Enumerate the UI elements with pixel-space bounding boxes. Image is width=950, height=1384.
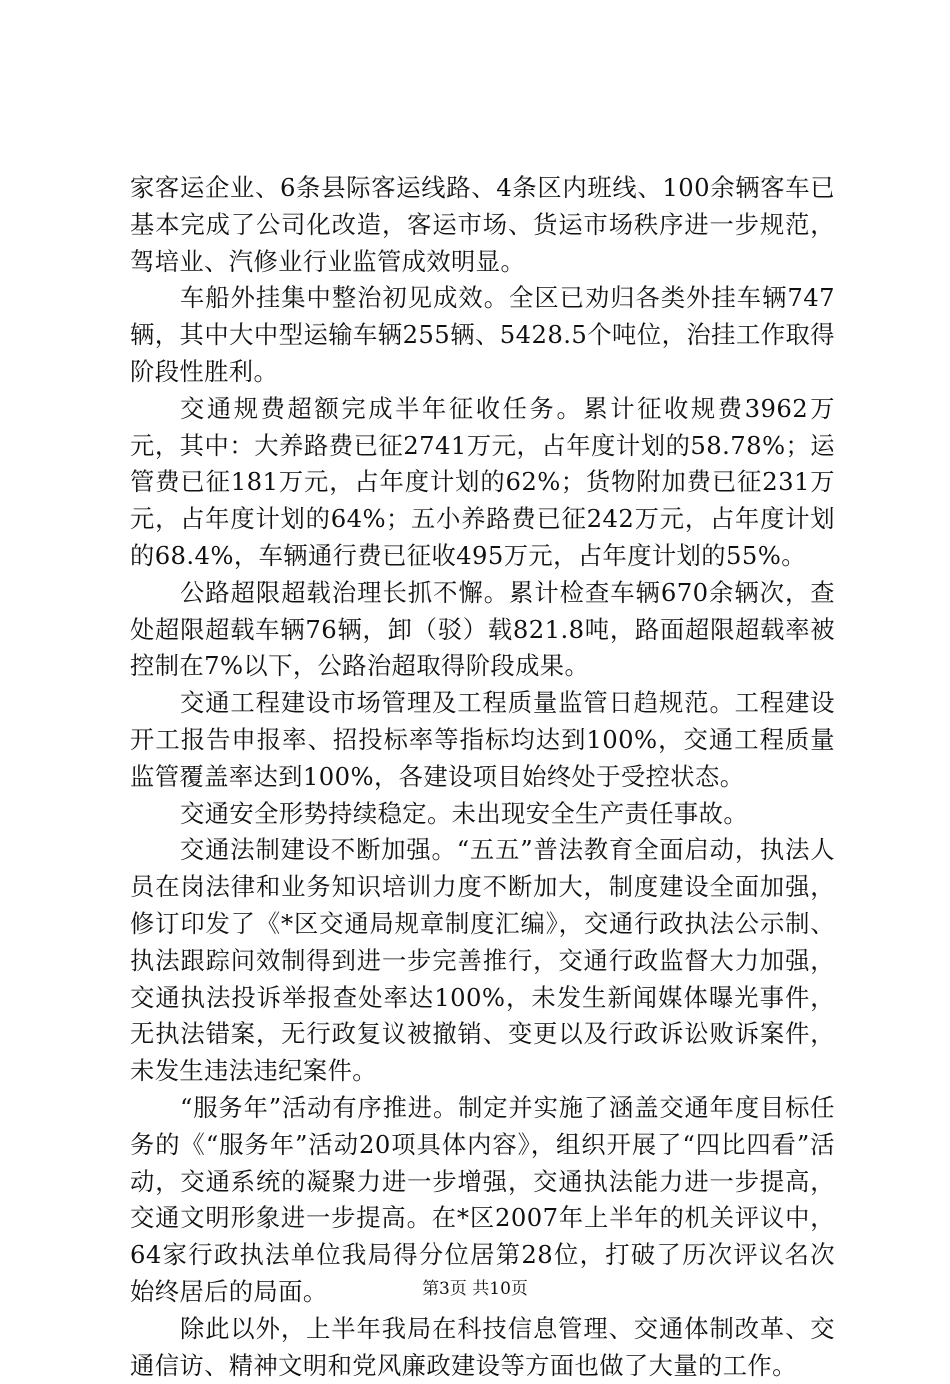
- paragraph-overload-control: 公路超限超载治理长抓不懈。累计检查车辆670余辆次，查处超限超载车辆76辆，卸（驳）载821.8吨，路面超限超载率被控制在7%以下，公路治超取得阶段成果。: [130, 577, 835, 681]
- paragraph-fee-collection: 交通规费超额完成半年征收任务。累计征收规费3962万元，其中：大养路费已征2741万元，占年度计划的58.78%；运管费已征181万元，占年度计划的62%；货物附加费已征231万元，占年度计划的64%；五小养路费已征242万元，占年度计划的68.4%，车辆通行费已征收495万元，占年度计划的55%。: [130, 393, 835, 570]
- paragraph-service-year: “服务年”活动有序推进。制定并实施了涵盖交通年度目标任务的《“服务年”活动20项具体内容》，组织开展了“四比四看”活动，交通系统的凝聚力进一步增强，交通执法能力进一步提高，交通文明形象进一步提高。在*区2007年上半年的机关评议中，64家行政执法单位我局得分位居第28位，打破了历次评议名次始终居后的局面。: [130, 1092, 835, 1306]
- paragraph-legal-system: 交通法制建设不断加强。“五五”普法教育全面启动，执法人员在岗法律和业务知识培训力度不断加大，制度建设全面加强，修订印发了《*区交通局规章制度汇编》，交通行政执法公示制、执法跟踪问效制得到进一步完善推行，交通行政监督大力加强，交通执法投诉举报查处率达100%，未发生新闻媒体曝光事件，无执法错案，无行政复议被撤销、变更以及行政诉讼败诉案件，未发生违法违纪案件。: [130, 835, 835, 1086]
- paragraph-traffic-safety: 交通安全形势持续稳定。未出现安全生产责任事故。: [180, 798, 749, 828]
- paragraph-continuation: 家客运企业、6条县际客运线路、4条区内班线、100余辆客车已基本完成了公司化改造，客运市场、货运市场秩序进一步规范，驾培业、汽修业行业监管成效明显。: [130, 173, 835, 276]
- paragraph-vehicle-rectification: 车船外挂集中整治初见成效。全区已劝归各类外挂车辆747辆，其中大中型运输车辆255辆、5428.5个吨位，治挂工作取得阶段性胜利。: [130, 283, 835, 386]
- paragraph-other-work: 除此以外，上半年我局在科技信息管理、交通体制改革、交通信访、精神文明和党风廉政建设等方面也做了大量的工作。: [130, 1313, 835, 1380]
- page-number-footer: 第3页 共10页: [422, 1279, 528, 1299]
- paragraph-construction-management: 交通工程建设市场管理及工程质量监管日趋规范。工程建设开工报告申报率、招投标率等指标均达到100%，交通工程质量监管覆盖率达到100%，各建设项目始终处于受控状态。: [130, 688, 835, 791]
- document-body: [130, 170, 835, 1384]
